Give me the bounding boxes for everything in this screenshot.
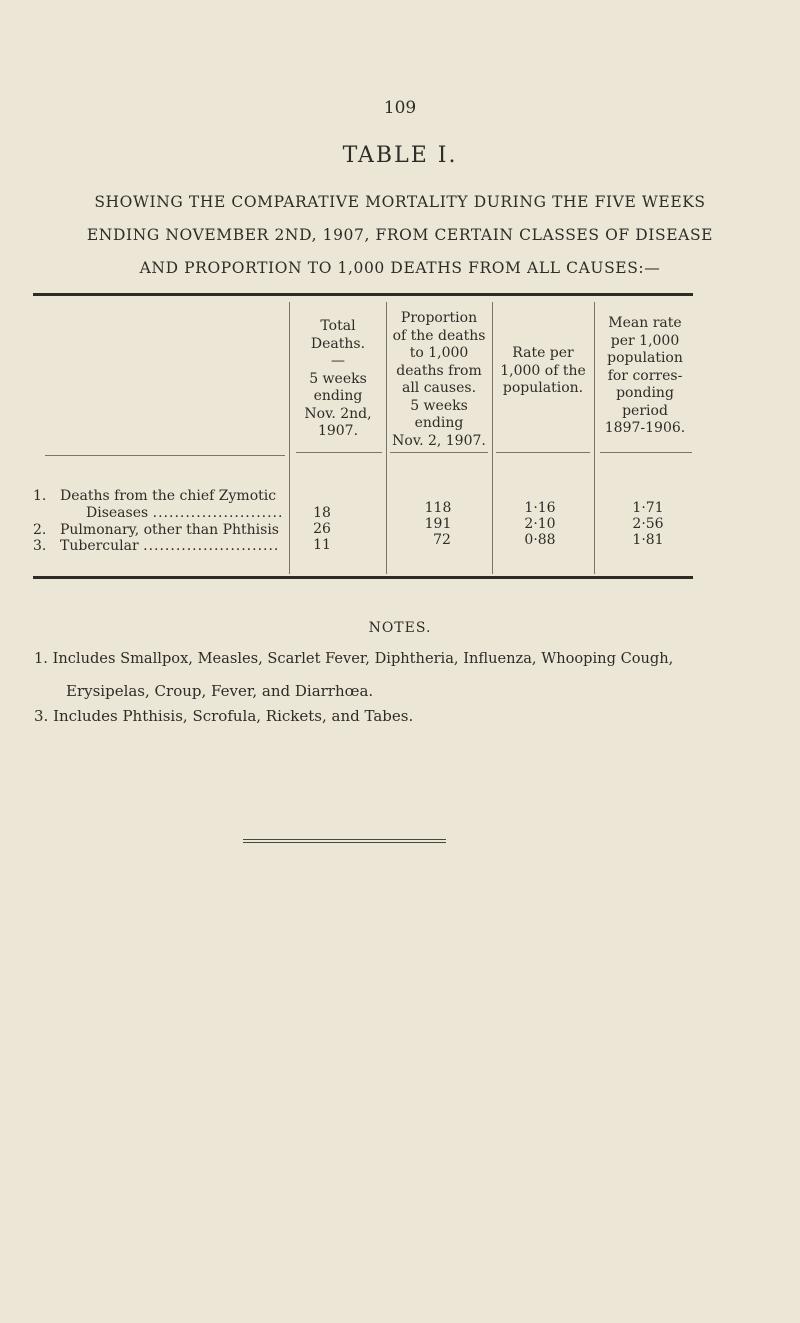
cell-mean: 1·71 [632, 500, 664, 516]
cell-mean: 1·81 [632, 532, 664, 548]
table-top-rule [33, 293, 693, 296]
cell-total: 18 [313, 505, 331, 521]
row-label: Deaths from the chief Zymotic [60, 488, 277, 504]
page-number: 109 [383, 98, 417, 118]
header-rate: Rate per 1,000 of the population. [500, 345, 586, 396]
header-proportion: Proportion of the deaths to 1,000 deaths from all causes. 5 weeks ending Nov. 2, 1907. [392, 310, 486, 449]
cell-proportion: 118 [424, 500, 452, 516]
cell-mean: 2·56 [632, 516, 664, 532]
subtitle-line: AND PROPORTION TO 1,000 DEATHS FROM ALL CAUSES:— [139, 259, 661, 277]
header-total-deaths: Total Deaths. — 5 weeks ending Nov. 2nd, 1907. [304, 318, 372, 439]
cell-total: 26 [313, 521, 331, 537]
table-subtitle [20, 186, 780, 285]
cell-total: 11 [313, 537, 331, 553]
note-item: 3. Includes Phthisis, Scrofula, Rickets, and Tabes. [34, 707, 414, 725]
row-label: Tubercular ......................... [60, 538, 280, 554]
subtitle-line: SHOWING THE COMPARATIVE MORTALITY DURING THE FIVE WEEKS [94, 193, 706, 211]
header-underline [496, 452, 590, 453]
cell-rate: 2·10 [524, 516, 556, 532]
end-rule [243, 839, 446, 840]
cell-rate: 1·16 [524, 500, 556, 516]
header-mean-rate: Mean rate per 1,000 population for corres- ponding period 1897-1906. [604, 315, 686, 436]
table-title: TABLE I. [342, 143, 458, 168]
cell-rate: 0·88 [524, 532, 556, 548]
row-label: Pulmonary, other than Phthisis [60, 522, 279, 538]
table-bottom-rule [33, 576, 693, 579]
column-divider [289, 302, 290, 574]
row-number: 1. [33, 488, 47, 504]
header-underline [296, 452, 382, 453]
row-number: 2. [33, 522, 47, 538]
note-item: 1. Includes Smallpox, Measles, Scarlet Fever, Diphtheria, Influenza, Whooping Cough, Erysipelas, Croup, Fever, and Diarrhœa. [34, 650, 674, 700]
subtitle-line: ENDING NOVEMBER 2ND, 1907, FROM CERTAIN CLASSES OF DISEASE [86, 226, 714, 244]
header-underline [600, 452, 692, 453]
cell-proportion: 72 [433, 532, 451, 548]
row-number: 3. [33, 538, 47, 554]
header-underline [45, 455, 285, 456]
notes-title: NOTES. [368, 620, 432, 636]
row-label: Diseases ........................ [86, 505, 284, 521]
cell-proportion: 191 [424, 516, 452, 532]
end-rule [243, 842, 446, 843]
column-divider [492, 302, 493, 574]
header-underline [390, 452, 488, 453]
